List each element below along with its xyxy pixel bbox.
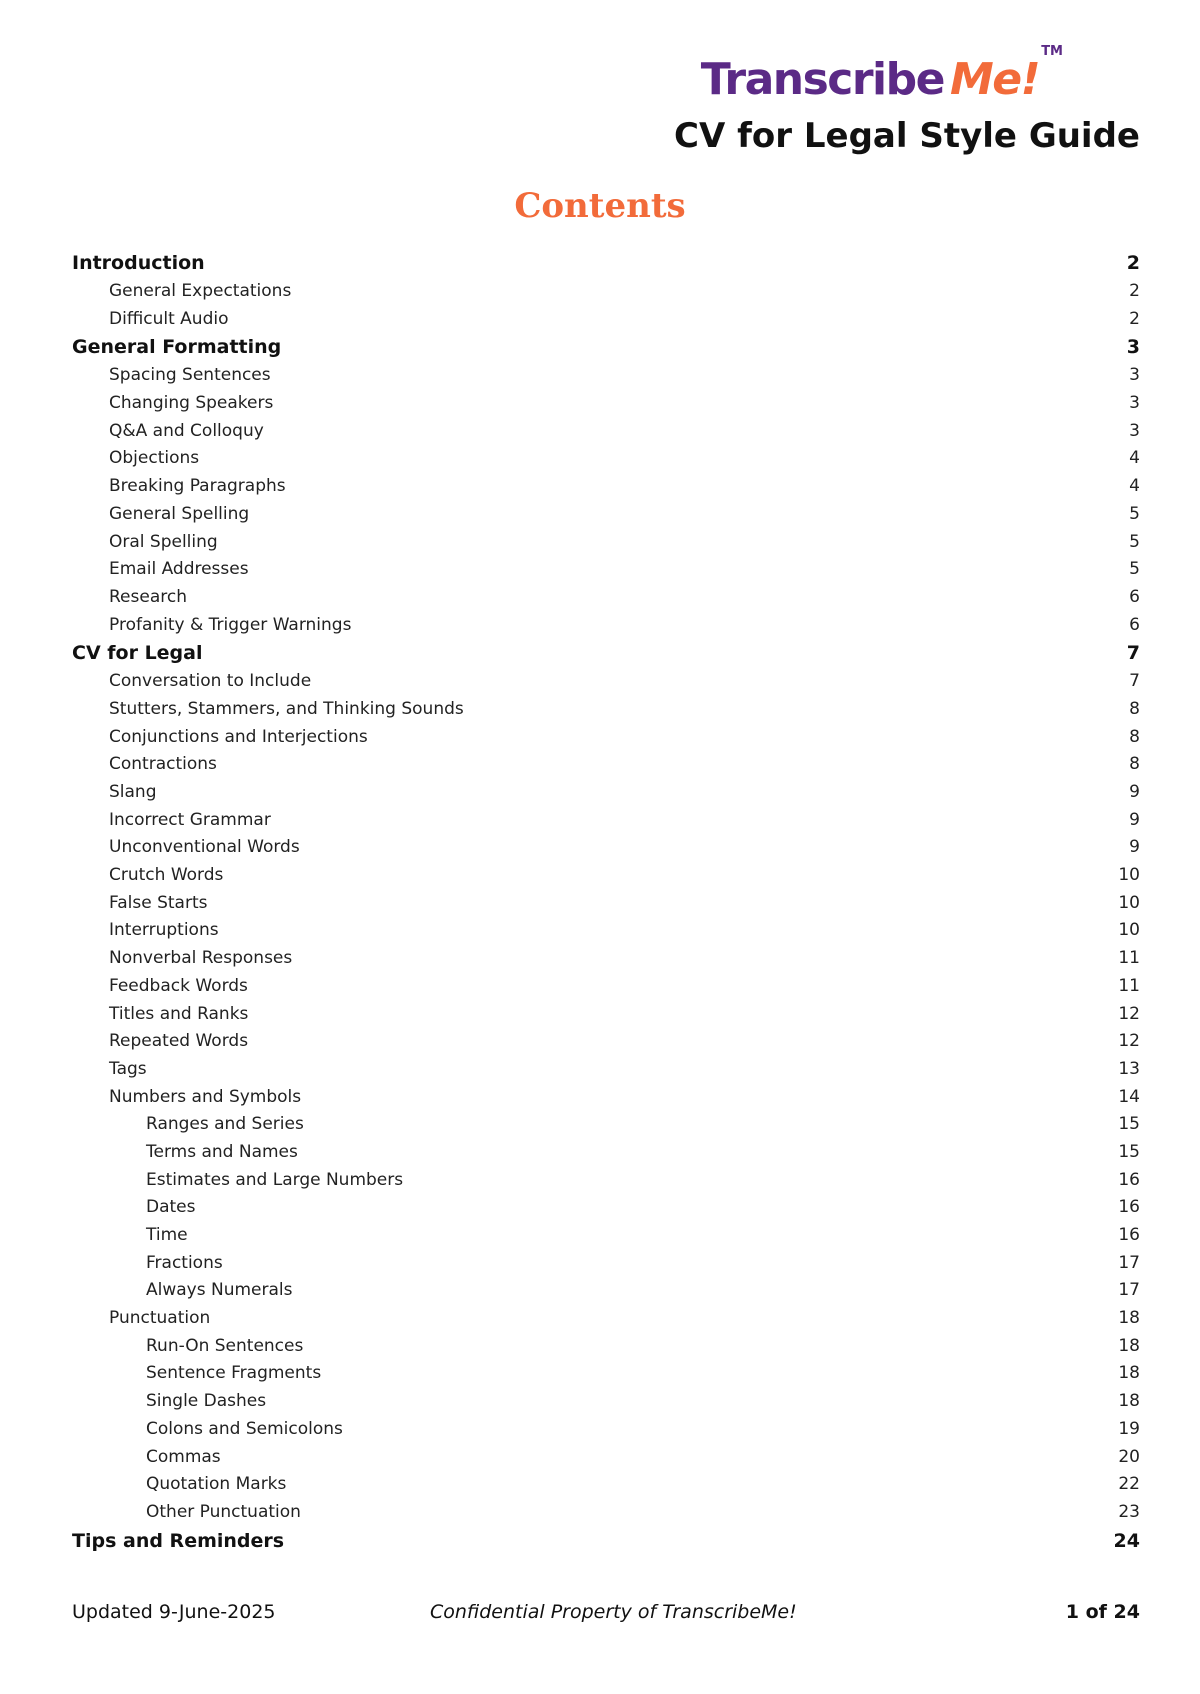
toc-entry-page: 8 [1129,698,1140,719]
toc-entry-label: Profanity & Trigger Warnings [109,614,352,635]
toc-entry-page: 12 [1118,1031,1140,1052]
toc-entry[interactable] [72,865,1140,893]
document-title: CV for Legal Style Guide [674,116,1140,156]
toc-entry[interactable] [72,893,1140,921]
footer-page-number: 1 of 24 [1065,1601,1140,1623]
toc-entry-label: Dates [146,1197,196,1218]
toc-entry-page: 16 [1118,1169,1140,1190]
logo-text-me: Me! [949,54,1040,105]
toc-entry[interactable] [72,642,1140,671]
toc-entry-label: Unconventional Words [109,837,300,858]
toc-entry[interactable] [72,1142,1140,1170]
toc-entry[interactable] [72,532,1140,560]
toc-entry-page: 17 [1118,1280,1140,1301]
toc-entry[interactable] [72,1114,1140,1142]
toc-entry-page: 18 [1118,1335,1140,1356]
toc-entry-page: 19 [1118,1418,1140,1439]
toc-entry-page: 13 [1118,1058,1140,1079]
toc-entry[interactable] [72,1474,1140,1502]
toc-entry-label: False Starts [109,892,208,913]
toc-entry-page: 17 [1118,1252,1140,1273]
toc-entry[interactable] [72,1225,1140,1253]
toc-entry-page: 5 [1129,531,1140,552]
toc-entry[interactable] [72,754,1140,782]
toc-entry[interactable] [72,1363,1140,1391]
toc-entry[interactable] [72,281,1140,309]
toc-entry-label: Quotation Marks [146,1474,287,1495]
toc-entry[interactable] [72,1059,1140,1087]
toc-entry[interactable] [72,1280,1140,1308]
toc-entry[interactable] [72,1031,1140,1059]
toc-entry-label: Fractions [146,1252,223,1273]
contents-heading: Contents [514,186,686,226]
toc-entry-label: Numbers and Symbols [109,1086,302,1107]
toc-entry-label: Run-On Sentences [146,1335,304,1356]
toc-entry[interactable] [72,727,1140,755]
toc-entry-label: Research [109,586,187,607]
toc-entry-label: Changing Speakers [109,393,274,414]
toc-entry[interactable] [72,1419,1140,1447]
toc-entry-label: Introduction [72,252,205,274]
toc-entry[interactable] [72,1530,1140,1559]
toc-entry-page: 10 [1118,920,1140,941]
toc-entry[interactable] [72,782,1140,810]
toc-entry[interactable] [72,837,1140,865]
toc-entry-label: Tips and Reminders [72,1529,285,1552]
logo-trademark: TM [1041,44,1063,59]
toc-entry-label: Tags [109,1058,147,1079]
toc-entry-label: Repeated Words [109,1031,249,1052]
toc-entry[interactable] [72,1308,1140,1336]
toc-entry-label: Contractions [109,754,217,775]
toc-entry-label: Crutch Words [109,865,224,886]
toc-entry-page: 9 [1129,809,1140,830]
footer-updated-date: Updated 9-June-2025 [72,1601,276,1623]
toc-entry-page: 12 [1118,1003,1140,1024]
toc-entry-page: 11 [1118,975,1140,996]
toc-entry[interactable] [72,1391,1140,1419]
toc-entry-page: 3 [1129,365,1140,386]
toc-entry-page: 18 [1118,1308,1140,1329]
toc-entry[interactable] [72,1253,1140,1281]
toc-entry-label: Titles and Ranks [109,1003,249,1024]
footer-confidential: Confidential Property of TranscribeMe! [430,1601,797,1623]
toc-entry-page: 24 [1113,1529,1140,1552]
toc-entry-page: 11 [1118,948,1140,969]
toc-entry-page: 2 [1129,308,1140,329]
toc-entry-label: Spacing Sentences [109,365,271,386]
toc-entry-page: 8 [1129,754,1140,775]
toc-entry[interactable] [72,587,1140,615]
toc-entry-page: 5 [1129,559,1140,580]
toc-entry-page: 16 [1118,1197,1140,1218]
toc-entry-page: 8 [1129,726,1140,747]
toc-entry-page: 16 [1118,1225,1140,1245]
toc-entry-label: Incorrect Grammar [109,809,271,830]
toc-entry[interactable] [72,920,1140,948]
toc-entry-page: 18 [1118,1391,1140,1412]
toc-entry-page: 9 [1129,782,1140,802]
toc-entry-page: 3 [1129,420,1140,441]
toc-entry-page: 2 [1126,252,1140,274]
toc-entry-label: Nonverbal Responses [109,948,293,969]
toc-entry-page: 4 [1129,476,1140,497]
toc-entry-label: Ranges and Series [146,1114,304,1135]
toc-entry-label: Breaking Paragraphs [109,476,286,497]
toc-entry-label: Interruptions [109,920,219,941]
toc-entry-label: General Spelling [109,503,250,524]
toc-entry[interactable] [72,1197,1140,1225]
toc-entry[interactable] [72,476,1140,504]
toc-entry[interactable] [72,810,1140,838]
toc-entry-label: Objections [109,448,200,469]
toc-entry-label: Punctuation [109,1308,211,1329]
toc-entry-page: 10 [1118,892,1140,913]
toc-entry-page: 7 [1126,642,1140,665]
toc-entry-page: 20 [1118,1446,1140,1467]
toc-entry-label: General Formatting [72,336,282,359]
toc-entry[interactable] [72,1170,1140,1198]
toc-entry-label: Colons and Semicolons [146,1418,343,1439]
toc-entry-label: Time [146,1225,188,1245]
toc-entry-page: 3 [1126,336,1140,359]
toc-entry-label: Single Dashes [146,1391,267,1412]
toc-entry-page: 15 [1118,1141,1140,1162]
toc-entry-page: 3 [1129,393,1140,414]
toc-entry-label: Terms and Names [146,1141,298,1162]
toc-entry-page: 5 [1129,503,1140,524]
toc-entry[interactable] [72,504,1140,532]
toc-entry-label: Oral Spelling [109,531,218,552]
toc-entry[interactable] [72,948,1140,976]
toc-entry-page: 10 [1118,865,1140,886]
toc-entry-label: Email Addresses [109,559,249,580]
toc-entry[interactable] [72,671,1140,699]
toc-entry-label: Difficult Audio [109,308,229,329]
logo-text-transcribe: Transcribe [700,54,944,105]
toc-entry[interactable] [72,393,1140,421]
toc-entry[interactable] [72,559,1140,587]
toc-entry-label: Always Numerals [146,1280,293,1301]
toc-entry-label: CV for Legal [72,642,203,665]
toc-entry[interactable] [72,1447,1140,1475]
toc-entry[interactable] [72,1004,1140,1032]
transcribeme-logo [700,36,1063,105]
toc-entry[interactable] [72,421,1140,449]
toc-entry-page: 6 [1129,614,1140,635]
toc-entry[interactable] [72,365,1140,393]
toc-entry-label: Conjunctions and Interjections [109,726,368,747]
toc-entry[interactable] [72,1336,1140,1364]
toc-entry[interactable] [72,699,1140,727]
toc-entry-label: Conversation to Include [109,671,312,692]
toc-entry[interactable] [72,1087,1140,1115]
toc-entry[interactable] [72,615,1140,643]
toc-entry-label: Other Punctuation [146,1501,301,1522]
toc-entry-label: Commas [146,1446,221,1467]
toc-entry[interactable] [72,252,1140,281]
toc-entry-label: Q&A and Colloquy [109,420,264,441]
toc-entry-page: 7 [1129,671,1140,692]
toc-entry-page: 9 [1129,837,1140,858]
toc-entry-label: Sentence Fragments [146,1363,322,1384]
toc-entry-page: 15 [1118,1114,1140,1135]
toc-entry[interactable] [72,448,1140,476]
toc-entry-page: 6 [1129,586,1140,607]
toc-entry-page: 14 [1118,1086,1140,1107]
toc-entry-page: 23 [1118,1501,1140,1522]
toc-entry-label: Feedback Words [109,975,248,996]
toc-entry-page: 22 [1118,1474,1140,1495]
toc-entry[interactable] [72,336,1140,365]
toc-entry-page: 4 [1129,448,1140,469]
toc-entry-page: 18 [1118,1363,1140,1384]
toc-entry-label: Estimates and Large Numbers [146,1169,404,1190]
toc-entry[interactable] [72,1502,1140,1530]
toc-entry-label: Slang [109,782,157,802]
toc-entry-label: Stutters, Stammers, and Thinking Sounds [109,698,464,719]
toc-entry[interactable] [72,309,1140,337]
toc-entry[interactable] [72,976,1140,1004]
toc-entry-page: 2 [1129,281,1140,301]
toc-entry-label: General Expectations [109,281,292,301]
table-of-contents [72,252,1140,1559]
